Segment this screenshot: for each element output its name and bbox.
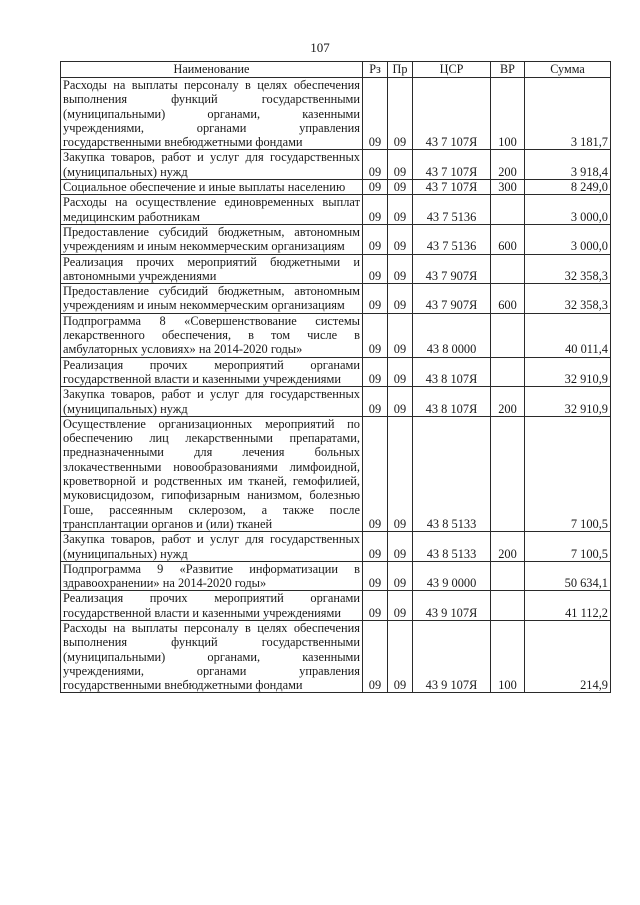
table-row xyxy=(61,195,611,225)
row-sum: 41 112,2 xyxy=(525,591,611,621)
row-sum: 8 249,0 xyxy=(525,180,611,195)
row-pr: 09 xyxy=(388,313,413,357)
row-name: Подпрограмма 8 «Совершенствование системы лекарственного обеспечения, в том числе в амбулаторных условиях» на 2014-2020 годы» xyxy=(61,313,363,357)
table-header-row xyxy=(61,62,611,78)
row-vr: 200 xyxy=(491,532,525,562)
table-row xyxy=(61,180,611,195)
row-csr: 43 8 107Я xyxy=(413,357,491,387)
budget-table xyxy=(60,61,611,693)
row-vr xyxy=(491,254,525,284)
row-pr: 09 xyxy=(388,224,413,254)
row-pr: 09 xyxy=(388,591,413,621)
row-name: Расходы на выплаты персоналу в целях обеспечения выполнения функций государственными (муниципальными) органами, казенными учреждениями, органами управления государственными внебюджетными фондами xyxy=(61,78,363,150)
row-sum: 32 910,9 xyxy=(525,357,611,387)
row-sum: 32 358,3 xyxy=(525,254,611,284)
row-rz: 09 xyxy=(363,532,388,562)
header-rz: Рз xyxy=(363,62,388,78)
header-name: Наименование xyxy=(61,62,363,78)
row-pr: 09 xyxy=(388,195,413,225)
row-rz: 09 xyxy=(363,224,388,254)
table-row xyxy=(61,150,611,180)
row-sum: 3 181,7 xyxy=(525,78,611,150)
row-pr: 09 xyxy=(388,561,413,591)
row-pr: 09 xyxy=(388,532,413,562)
row-pr: 09 xyxy=(388,416,413,531)
table-row xyxy=(61,224,611,254)
row-csr: 43 7 907Я xyxy=(413,284,491,314)
row-sum: 7 100,5 xyxy=(525,416,611,531)
row-rz: 09 xyxy=(363,357,388,387)
row-csr: 43 9 107Я xyxy=(413,591,491,621)
row-csr: 43 9 107Я xyxy=(413,620,491,692)
row-pr: 09 xyxy=(388,357,413,387)
row-vr: 600 xyxy=(491,224,525,254)
table-row xyxy=(61,591,611,621)
row-name: Социальное обеспечение и иные выплаты населению xyxy=(61,180,363,195)
row-csr: 43 7 107Я xyxy=(413,150,491,180)
row-csr: 43 8 5133 xyxy=(413,532,491,562)
row-vr: 200 xyxy=(491,150,525,180)
table-row xyxy=(61,416,611,531)
table-row xyxy=(61,561,611,591)
row-rz: 09 xyxy=(363,620,388,692)
table-row xyxy=(61,78,611,150)
row-name: Расходы на осуществление единовременных выплат медицинским работникам xyxy=(61,195,363,225)
row-sum: 7 100,5 xyxy=(525,532,611,562)
table-row xyxy=(61,254,611,284)
header-pr: Пр xyxy=(388,62,413,78)
row-sum: 50 634,1 xyxy=(525,561,611,591)
row-rz: 09 xyxy=(363,284,388,314)
header-vr: ВР xyxy=(491,62,525,78)
row-rz: 09 xyxy=(363,180,388,195)
row-sum: 3 918,4 xyxy=(525,150,611,180)
row-sum: 32 910,9 xyxy=(525,387,611,417)
row-name: Предоставление субсидий бюджетным, автономным учреждениям и иным некоммерческим организациям xyxy=(61,284,363,314)
table-row xyxy=(61,620,611,692)
row-name: Реализация прочих мероприятий органами государственной власти и казенными учреждениями xyxy=(61,591,363,621)
row-vr: 300 xyxy=(491,180,525,195)
row-csr: 43 9 0000 xyxy=(413,561,491,591)
row-pr: 09 xyxy=(388,284,413,314)
table-row xyxy=(61,357,611,387)
row-vr: 100 xyxy=(491,620,525,692)
row-csr: 43 8 107Я xyxy=(413,387,491,417)
row-rz: 09 xyxy=(363,150,388,180)
row-pr: 09 xyxy=(388,620,413,692)
row-csr: 43 7 107Я xyxy=(413,180,491,195)
row-sum: 32 358,3 xyxy=(525,284,611,314)
row-rz: 09 xyxy=(363,78,388,150)
row-pr: 09 xyxy=(388,387,413,417)
table-row xyxy=(61,532,611,562)
table-row xyxy=(61,284,611,314)
table-row xyxy=(61,313,611,357)
row-name: Реализация прочих мероприятий бюджетными и автономными учреждениями xyxy=(61,254,363,284)
row-vr xyxy=(491,195,525,225)
table-row xyxy=(61,387,611,417)
row-vr: 200 xyxy=(491,387,525,417)
row-rz: 09 xyxy=(363,561,388,591)
row-csr: 43 8 0000 xyxy=(413,313,491,357)
row-rz: 09 xyxy=(363,254,388,284)
row-csr: 43 7 907Я xyxy=(413,254,491,284)
header-csr: ЦСР xyxy=(413,62,491,78)
row-rz: 09 xyxy=(363,313,388,357)
row-name: Закупка товаров, работ и услуг для государственных (муниципальных) нужд xyxy=(61,150,363,180)
row-name: Закупка товаров, работ и услуг для государственных (муниципальных) нужд xyxy=(61,532,363,562)
row-rz: 09 xyxy=(363,591,388,621)
row-pr: 09 xyxy=(388,78,413,150)
row-vr: 600 xyxy=(491,284,525,314)
row-name: Расходы на выплаты персоналу в целях обеспечения выполнения функций государственными (муниципальными) органами, казенными учреждениями, органами управления государственными внебюджетными фондами xyxy=(61,620,363,692)
row-vr xyxy=(491,416,525,531)
row-rz: 09 xyxy=(363,416,388,531)
row-csr: 43 7 5136 xyxy=(413,195,491,225)
page-number: 107 xyxy=(310,40,330,55)
row-rz: 09 xyxy=(363,195,388,225)
header-sum: Сумма xyxy=(525,62,611,78)
row-pr: 09 xyxy=(388,254,413,284)
row-vr xyxy=(491,591,525,621)
table-body xyxy=(61,78,611,693)
row-sum: 3 000,0 xyxy=(525,195,611,225)
row-sum: 214,9 xyxy=(525,620,611,692)
row-csr: 43 8 5133 xyxy=(413,416,491,531)
row-vr xyxy=(491,313,525,357)
row-name: Реализация прочих мероприятий органами государственной власти и казенными учреждениями xyxy=(61,357,363,387)
row-pr: 09 xyxy=(388,180,413,195)
row-vr xyxy=(491,561,525,591)
row-rz: 09 xyxy=(363,387,388,417)
row-name: Осуществление организационных мероприятий по обеспечению лиц лекарственными препаратами, предназначенными для лечения больных злокачественными новообразованиями лимфоидной, кроветворной и родственных им тканей, гемофилией, муковисцидозом, гипофизарным нанизмом, болезнью Гоше, рассеянным склерозом, а также после трансплантации органов и (или) тканей xyxy=(61,416,363,531)
row-name: Закупка товаров, работ и услуг для государственных (муниципальных) нужд xyxy=(61,387,363,417)
row-pr: 09 xyxy=(388,150,413,180)
row-name: Предоставление субсидий бюджетным, автономным учреждениям и иным некоммерческим организациям xyxy=(61,224,363,254)
row-vr xyxy=(491,357,525,387)
row-name: Подпрограмма 9 «Развитие информатизации в здравоохранении» на 2014-2020 годы» xyxy=(61,561,363,591)
row-vr: 100 xyxy=(491,78,525,150)
row-sum: 3 000,0 xyxy=(525,224,611,254)
row-csr: 43 7 5136 xyxy=(413,224,491,254)
row-sum: 40 011,4 xyxy=(525,313,611,357)
row-csr: 43 7 107Я xyxy=(413,78,491,150)
